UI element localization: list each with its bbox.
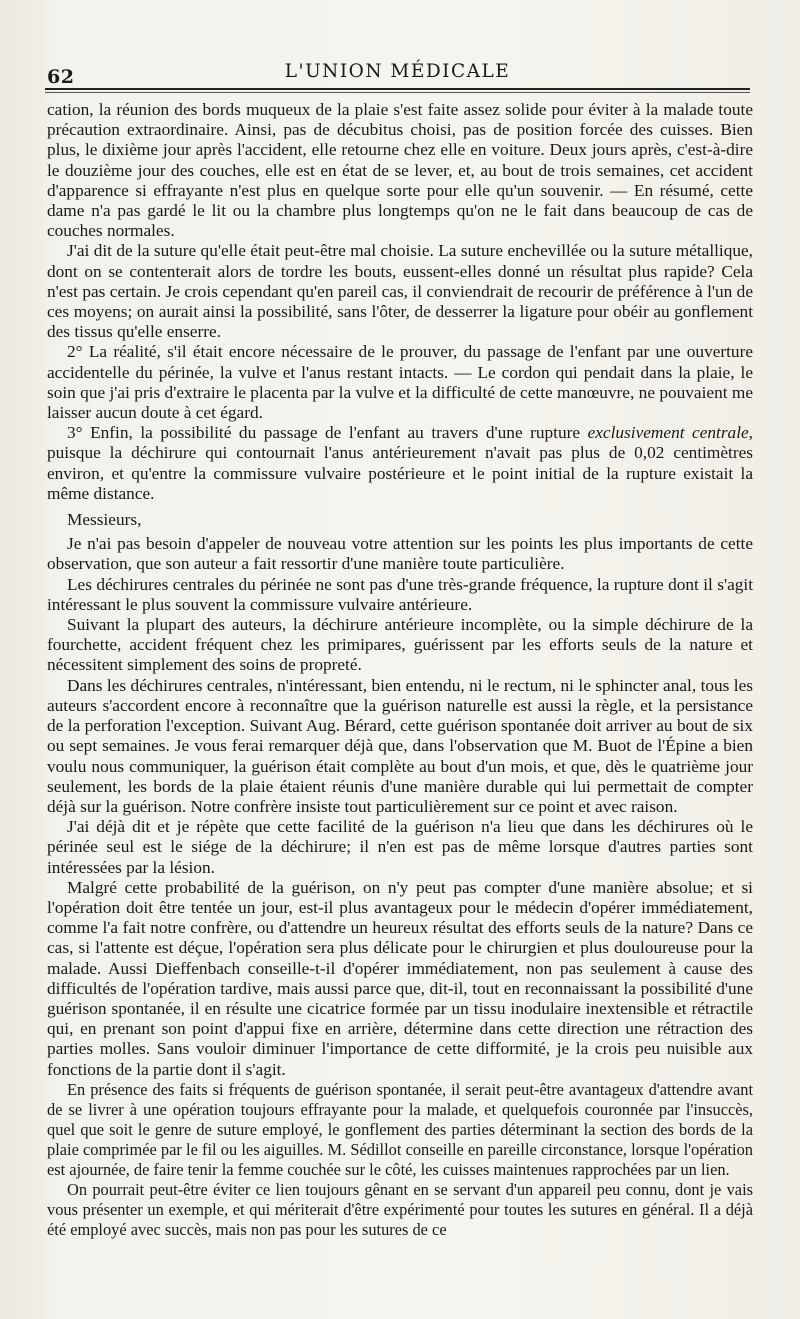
point-3-emphasis: exclusivement centrale	[587, 423, 749, 443]
commentary-paragraph: Suivant la plupart des auteurs, la déchirure antérieure incomplète, ou la simple déchirure de la fourchette, accident fréquent chez les primipares, guérissent par les efforts seuls de la nature et nécessitent simplement des soins de propreté.	[47, 615, 753, 675]
paragraph-continuation: cation, la réunion des bords muqueux de la plaie s'est faite assez solide pour éviter à la malade toute précaution extraordinaire. Ainsi, pas de décubitus choisi, pas de position forcée des cuisses. Bien plus, le dixième jour après l'accident, elle retourne chez elle en voiture. Deux jours après, c'est-à-dire le douzième jour des couches, elle est en état de se lever, et, au bout de trois semaines, cet accident d'apparence si effrayante n'est plus en quelque sorte pour elle qu'un souvenir. — En résumé, cette dame n'a pas gardé le lit ou la chambre plus longtemps qu'on ne le fait dans beaucoup de cas de couches normales.	[47, 100, 753, 241]
paragraph-point-2: 2° La réalité, s'il était encore nécessaire de le prouver, du passage de l'enfant par une ouverture accidentelle du périnée, la vulve et l'anus restant intacts. — Le cordon qui pendait dans la plaie, le soin que j'ai pris d'extraire le placenta par la vulve et la difficulté de cette manœuvre, ne pouvaient me laisser aucun doute à cet égard.	[47, 342, 753, 423]
commentary-paragraph: Je n'ai pas besoin d'appeler de nouveau votre attention sur les points les plus importants de cette observation, que son auteur a fait ressortir d'une manière toute particulière.	[47, 534, 753, 574]
commentary-paragraph: Dans les déchirures centrales, n'intéressant, bien entendu, ni le rectum, ni le sphincter anal, tous les auteurs s'accordent encore à reconnaître que la guérison naturelle est aussi la règle, et la persistance de la perforation l'exception. Suivant Aug. Bérard, cette guérison spontanée doit arriver au bout de six ou sept semaines. Je vous ferai remarquer déjà que, dans l'observation que M. Buot de l'Épine a bien voulu nous communiquer, la guérison était complète au bout d'un mois, et que, dès le quatrième jour seulement, les bords de la plaie étaient réunis d'une manière durable qui lui permettait de compter déjà sur la guérison. Notre confrère insiste tout particulièrement sur ce point et avec raison.	[47, 675, 753, 816]
commentary-paragraph: J'ai déjà dit et je répète que cette facilité de la guérison n'a lieu que dans les déchirures où le périnée seul est le siége de la déchirure; il n'en est pas de même lorsque d'autres parties sont intéressées par la lésion.	[47, 817, 753, 877]
article-body	[47, 100, 753, 1310]
point-3-text-start: 3° Enfin, la possibilité du passage de l'enfant au travers d'une rupture	[67, 423, 588, 443]
commentary-paragraph: Malgré cette probabilité de la guérison, on n'y peut pas compter d'une manière absolue; et si l'opération doit être tentée un jour, est-il plus avantageux pour le médecin d'opérer immédiatement, comme l'a fait notre confrère, ou d'attendre un heureux résultat des efforts seuls de la nature? Dans ce cas, si l'attente est déçue, l'opération sera plus délicate pour le chirurgien et plus douloureuse pour la malade. Aussi Dieffenbach conseille-t-il d'opérer immédiatement, non pas seulement à cause des difficultés de l'opération tardive, mais aussi parce que, dit-il, tout en reconnaissant la possibilité d'une guérison spontanée, il en résulte une cicatrice formée par un tissu inodulaire inextensible et rétractile qui, en prenant son point d'appui fixe en arrière, détermine dans cette direction une rétraction des parties molles. Sans vouloir diminuer l'importance de cette difformité, je la crois peu nuisible aux fonctions de la partie dont il s'agit.	[47, 877, 753, 1079]
page-number: 62	[47, 66, 75, 88]
point-3-text-end: , puisque la déchirure qui contournait l'anus antérieurement n'avait pas plus de 0,02 centimètres environ, et qu'entre la commissure vulvaire postérieure et le point initial de la rupture existait la même distance.	[47, 423, 753, 503]
paragraph-point-3	[47, 423, 753, 504]
running-title: L'UNION MÉDICALE	[284, 61, 511, 82]
closing-paragraph: En présence des faits si fréquents de guérison spontanée, il serait peut-être avantageux d'attendre avant de se livrer à une opération toujours effrayante pour la malade, et quelquefois couronnée par l'insuccès, quel que soit le genre de suture employé, le gonflement des parties déterminant la section des bords de la plaie comprimée par le fil ou les aiguilles. M. Sédillot conseille en pareille circonstance, lorsque l'opération est ajournée, de faire tenir la femme couchée sur le côté, les cuisses maintenues rapprochées par un lien.	[47, 1079, 753, 1179]
header-rule-thin	[45, 92, 750, 93]
paragraph-suture: J'ai dit de la suture qu'elle était peut-être mal choisie. La suture enchevillée ou la suture métallique, dont on se contenterait alors de tordre les bouts, eussent-elles donné un résultat plus rapide? Cela n'est pas certain. Je crois cependant qu'en pareil cas, il conviendrait de recourir de préférence à l'un de ces moyens; on aurait ainsi la possibilité, sans l'ôter, de desserrer la ligature pour obéir au gonflement des tissus qu'elle enserre.	[47, 241, 753, 342]
salutation: Messieurs,	[67, 510, 142, 530]
page-header	[45, 60, 750, 86]
header-rule	[45, 88, 750, 90]
closing-paragraph: On pourrait peut-être éviter ce lien toujours gênant en se servant d'un appareil peu connu, dont je vais vous présenter un exemple, et qui mériterait d'être expérimenté pour toutes les sutures en général. Il a déjà été employé avec succès, mais non pas pour les sutures de ce	[47, 1179, 753, 1239]
commentary-paragraph: Les déchirures centrales du périnée ne sont pas d'une très-grande fréquence, la rupture dont il s'agit intéressant le plus souvent la commissure vulvaire antérieure.	[47, 574, 753, 614]
